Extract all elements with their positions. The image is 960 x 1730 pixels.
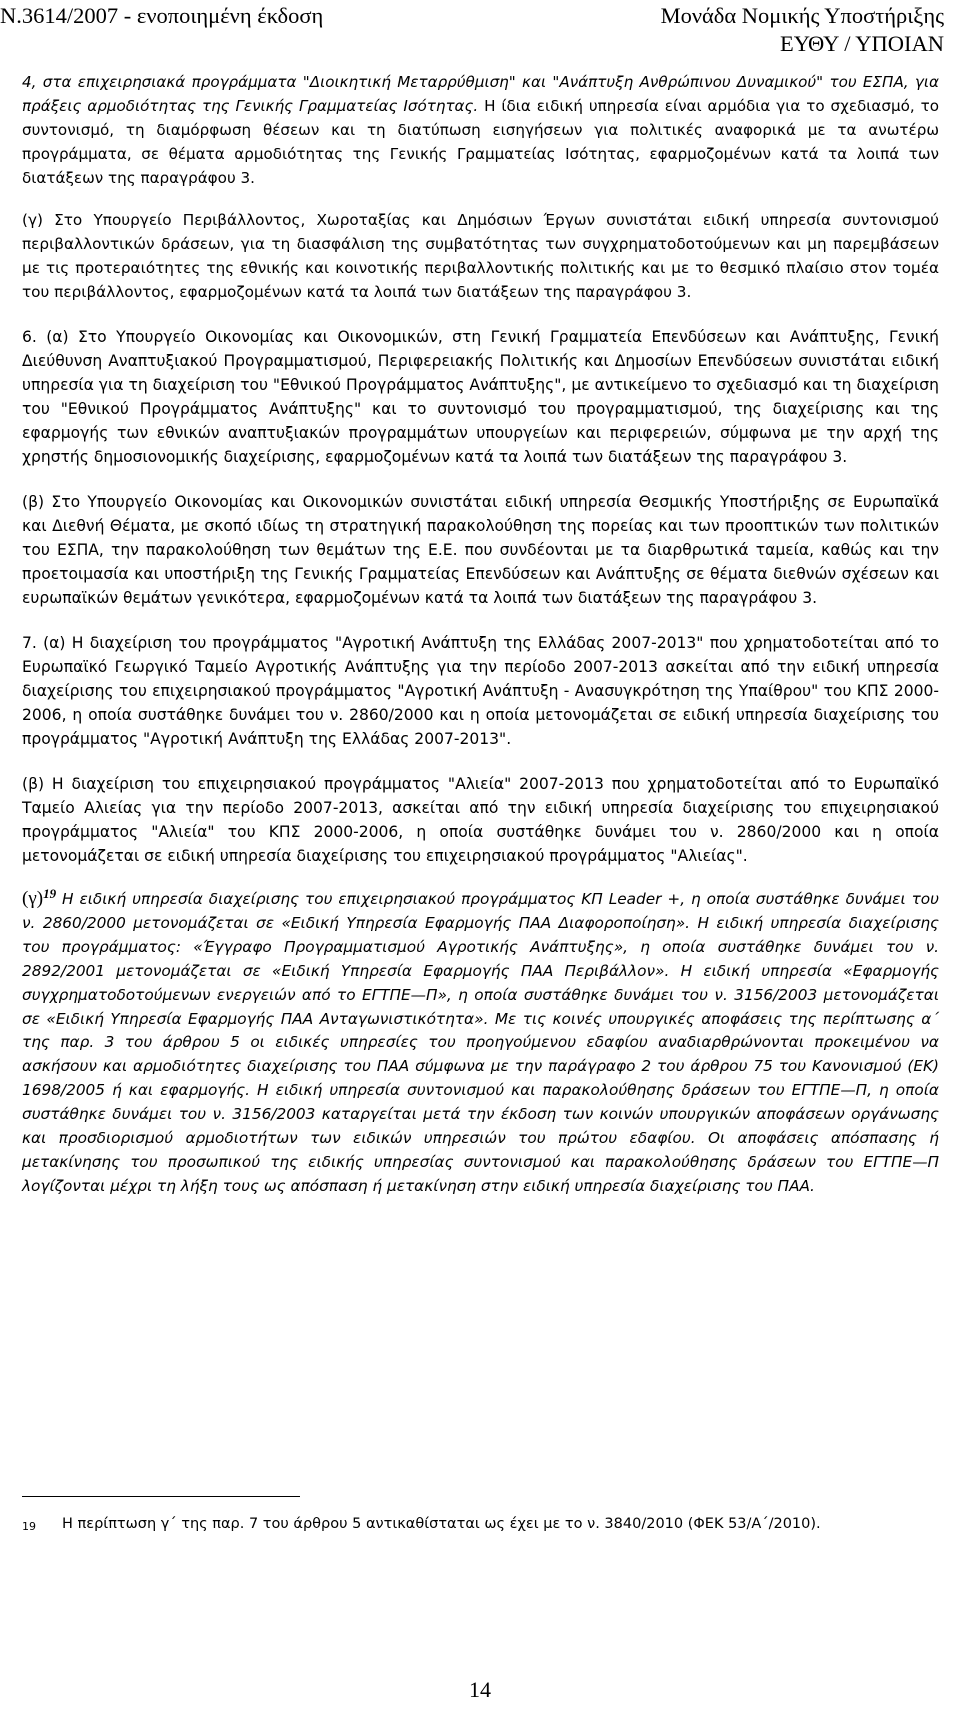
footnote-text: Η περίπτωση γ΄ της παρ. 7 του άρθρου 5 αντικαθίσταται ως έχει με το ν. 3840/2010 (ΦΕΚ 53/Α΄/2010). bbox=[62, 1516, 821, 1532]
paragraph-7-c bbox=[22, 882, 939, 1199]
header-law-title: Ν.3614/2007 - ενοποιημένη έκδοση bbox=[0, 3, 324, 28]
paragraph-5-2-c: (γ) Στο Υπουργείο Περιβάλλοντος, Χωροταξίας και Δημόσιων Έργων συνιστάται ειδική υπηρεσία συντονισμού περιβαλλοντικών δράσεων, για τη διασφάλιση της συμβατότητας των συγχρηματοδοτούμενων και μη παρεμβάσεων με τις προτεραιότητες της εθνικής και κοινοτικής περιβαλλοντικής πολιτικής και με το θεσμικό πλαίσιο στον τομέα του περιβάλλοντος, εφαρμοζομένων κατά τα λοιπά των διατάξεων της παραγράφου 3. bbox=[22, 211, 939, 301]
paragraph-5-2-b-continued bbox=[22, 70, 939, 190]
document-body bbox=[22, 70, 939, 1199]
paragraph-7-b: (β) Η διαχείριση του επιχειρησιακού προγράμματος "Αλιεία" 2007-2013 που χρηματοδοτείται από το Ευρωπαϊκό Ταμείο Αλιείας για την περίοδο 2007-2013, ασκείται από την ειδική υπηρεσία διαχείρισης του επιχειρησιακού προγράμματος "Αλιεία" του ΚΠΣ 2000-2006, η οποία συστάθηκε δυνάμει του ν. 2860/2000 και η οποία μετονομάζεται σε ειδική υπηρεσία διαχείρισης του επιχειρησιακού προγράμματος "Αλιείας". bbox=[22, 775, 939, 865]
footnote-reference[interactable]: 19 bbox=[43, 886, 57, 901]
paragraph-text: Η ίδια ειδική υπηρεσία είναι αρμόδια για το σχεδιασμό, το συντονισμό, τη διαμόρφωση θέσεων και τη διατύπωση εισηγήσεων για πολιτικές αναφορικά με τα ανωτέρω προγράμματα, σε θέματα αρμοδιότητας της Γενικής Γραμματείας Ισότητας, εφαρμοζομένων κατά τα λοιπά των διατάξεων της παραγράφου 3. bbox=[22, 97, 939, 187]
paragraph-6-a: 6. (α) Στο Υπουργείο Οικονομίας και Οικονομικών, στη Γενική Γραμματεία Επενδύσεων και Ανάπτυξης, Γενική Διεύθυνση Αναπτυξιακού Προγραμματισμού, Περιφερειακής Πολιτικής και Δημοσίων Επενδύσεων συνιστάται ειδική υπηρεσία για τη διαχείριση του "Εθνικού Προγράμματος Ανάπτυξης", με αντικείμενο το σχεδιασμό και τη διαχείριση του "Εθνικού Προγράμματος Ανάπτυξης" και το συντονισμό του προγραμματισμού, της διαχείρισης και της εφαρμογής των εθνικών αναπτυξιακών προγραμμάτων υπουργείων και περιφερειών, σύμφωνα με την αρχή της χρηστής δημοσιονομικής διαχείρισης, εφαρμοζομένων κατά τα λοιπά των διατάξεων της παραγράφου 3. bbox=[22, 328, 939, 466]
paragraph-7-a: 7. (α) Η διαχείριση του προγράμματος "Αγροτική Ανάπτυξη της Ελλάδας 2007-2013" που χρηματοδοτείται από το Ευρωπαϊκό Γεωργικό Ταμείο Αγροτικής Ανάπτυξης για την περίοδο 2007-2013 ασκείται από την ειδική υπηρεσία διαχείρισης του επιχειρησιακού προγράμματος "Αγροτική Ανάπτυξη - Ανασυγκρότηση της Υπαίθρου" του ΚΠΣ 2000-2006, η οποία συστάθηκε δυνάμει του ν. 2860/2000 και η οποία μετονομάζεται σε ειδική υπηρεσία διαχείρισης του προγράμματος "Αγροτική Ανάπτυξη της Ελλάδας 2007-2013". bbox=[22, 634, 939, 748]
header-unit-code: ΕΥΘΥ / ΥΠΟΙΑΝ bbox=[780, 31, 944, 56]
footnote bbox=[22, 1513, 939, 1535]
header-unit bbox=[661, 2, 944, 58]
paragraph-text: 4, στα επιχειρησιακά προγράμματα "Διοικητική Μεταρρύθμιση" και "Ανάπτυξη Ανθρώπινου Δυναμικού" του ΕΣΠΑ, για πράξεις αρμοδιότητας της Γενικής Γραμματείας Ισότητας. bbox=[22, 73, 939, 115]
footnote-mark: 19 bbox=[22, 1520, 36, 1533]
header-unit-name: Μονάδα Νομικής Υποστήριξης bbox=[660, 3, 944, 28]
footnote-separator bbox=[22, 1496, 300, 1497]
paragraph-marker: $(\gamma)^{19}$ bbox=[22, 886, 57, 909]
paragraph-6-b: (β) Στο Υπουργείο Οικονομίας και Οικονομικών συνιστάται ειδική υπηρεσία Θεσμικής Υποστήριξης σε Ευρωπαϊκά και Διεθνή Θέματα, με σκοπό ιδίως τη στρατηγική παρακολούθηση της πορείας και των προοπτικών των πολιτικών του ΕΣΠΑ, την παρακολούθηση των θεμάτων της Ε.Ε. που συνδέονται με τα διαρθρωτικά ταμεία, καθώς και την προετοιμασία και υποστήριξη της Γενικής Γραμματείας Επενδύσεων και Ανάπτυξης σε θέματα διεθνών σχέσεων και ευρωπαϊκών θεμάτων γενικότερα, εφαρμοζομένων κατά τα λοιπά των διατάξεων της παραγράφου 3. bbox=[22, 493, 939, 607]
page-number: 14 bbox=[469, 1677, 491, 1702]
paragraph-text: Η ειδική υπηρεσία διαχείρισης του επιχειρησιακού προγράμματος ΚΠ Leader +, η οποία συστάθηκε δυνάμει του ν. 2860/2000 μετονομάζεται σε «Ειδική Υπηρεσία Εφαρμογής ΠΑΑ Διαφοροποίηση». Η ειδική υπηρεσία διαχείρισης του προγράμματος: «Έγγραφο Προγραμματισμού Αγροτικής Ανάπτυξης», η οποία συστάθηκε δυνάμει του ν. 2892/2001 μετονομάζεται σε «Ειδική Υπηρεσία Εφαρμογής ΠΑΑ Περιβάλλον». Η ειδική υπηρεσία «Εφαρμογής συγχρηματοδοτούμενων ενεργειών από το ΕΓΤΠΕ—Π», η οποία συστάθηκε δυνάμει του ν. 3156/2003 μετονομάζεται σε «Ειδική Υπηρεσία Εφαρμογής ΠΑΑ Ανταγωνιστικότητα». Με τις κοινές υπουργικές αποφάσεις της περίπτωσης α΄ της παρ. 3 του άρθρου 5 οι ειδικές υπηρεσίες του προηγούμενου εδαφίου αναδιαρθρώνονται προκειμένου να ασκήσουν και αρμοδιότητες διαχείρισης του ΠΑΑ σύμφωνα με την παράγραφο 2 του άρθρου 75 του Κανονισμού (ΕΚ) 1698/2005 ή και εφαρμογής. Η ειδική υπηρεσία συντονισμού και παρακολούθησης δράσεων του ΕΓΤΠΕ—Π, η οποία συστάθηκε δυνάμει του ν. 3156/2003 καταργείται μετά την έκδοση των κοινών υπουργικών αποφάσεων οργάνωσης και προσδιορισμού αρμοδιοτήτων των ειδικών υπηρεσιών του πρώτου εδαφίου. Οι αποφάσεις απόσπασης ή μετακίνησης του προσωπικού της ειδικής υπηρεσίας συντονισμού και παρακολούθησης δράσεων του ΕΓΤΠΕ—Π λογίζονται μέχρι τη λήξη τους ως απόσπαση ή μετακίνηση στην ειδική υπηρεσία διαχείρισης του ΠΑΑ. bbox=[22, 890, 939, 1195]
